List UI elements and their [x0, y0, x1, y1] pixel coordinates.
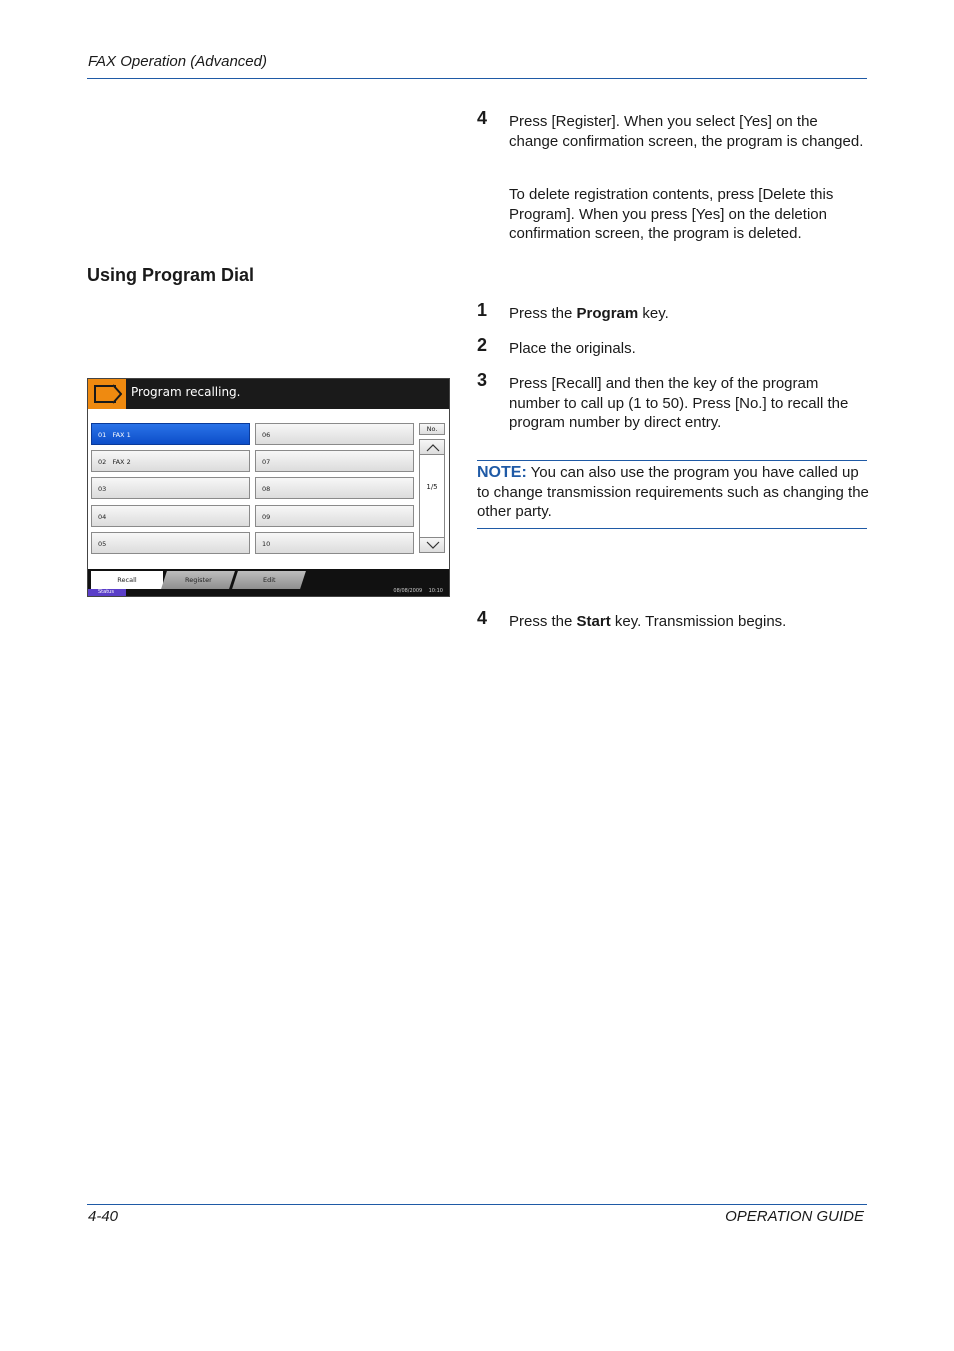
program-button-01[interactable]: 01 FAX 1: [91, 423, 250, 445]
header-rule: [87, 78, 867, 79]
key-name: Start: [576, 613, 611, 630]
date: 08/08/2009: [393, 588, 423, 594]
chevron-up-icon: [426, 443, 440, 452]
panel-message: Program recalling.: [131, 385, 241, 399]
step-text: Place the originals.: [509, 340, 636, 357]
program-button-05[interactable]: 05: [91, 532, 250, 554]
touch-panel-screenshot: [87, 378, 450, 597]
program-button-07[interactable]: 07: [255, 450, 414, 472]
time: 10:10: [428, 588, 443, 594]
tab-label: Register: [184, 576, 212, 584]
guide-title: OPERATION GUIDE: [725, 1208, 864, 1225]
note-rule-top: [477, 460, 867, 461]
key-name: Program: [576, 305, 639, 322]
page-number: 4-40: [88, 1208, 119, 1225]
step-text: Press the: [509, 613, 577, 630]
page-indicator: 1/5: [426, 483, 438, 491]
section-title: Using Program Dial: [87, 265, 255, 285]
program-button-04[interactable]: 04: [91, 505, 250, 527]
number-entry-button[interactable]: No.: [419, 423, 445, 435]
step-text: key. Transmission begins.: [610, 613, 787, 630]
status-button[interactable]: Status: [88, 589, 126, 596]
panel-header: [88, 379, 450, 409]
step-text: Press the: [509, 305, 577, 322]
program-button-06[interactable]: 06: [255, 423, 414, 445]
scroll-up-button[interactable]: [419, 439, 445, 455]
note-text: You can also use the program you have called up to change transmission requirements such as changing the other party.: [477, 464, 869, 520]
running-header: FAX Operation (Advanced): [88, 53, 267, 70]
tab-register[interactable]: [161, 571, 235, 589]
page-scroll-track: [419, 439, 445, 553]
program-button-10[interactable]: 10: [255, 532, 414, 554]
program-button-08[interactable]: 08: [255, 477, 414, 499]
date-time: [393, 588, 443, 594]
step-text: Press [Register]. When you select [Yes] on the change confirmation screen, the program is changed.: [509, 113, 864, 150]
note-box: [477, 463, 869, 522]
step-number: 4: [477, 608, 488, 628]
step-3: [477, 370, 869, 433]
step-number: 3: [477, 370, 488, 390]
program-button-09[interactable]: 09: [255, 505, 414, 527]
step-top-4: [477, 108, 869, 151]
step-text: Press [Recall] and then the key of the program number to call up (1 to 50). Press [No.] to recall the program number by direct entry.: [509, 375, 849, 431]
step-4: [477, 608, 869, 632]
step-number: 1: [477, 300, 488, 320]
step-top-4-note: To delete registration contents, press [Delete this Program]. When you press [Yes] on the deletion confirmation screen, the program is deleted.: [509, 186, 834, 242]
step-text: key.: [638, 305, 669, 322]
program-button-02[interactable]: 02 FAX 2: [91, 450, 250, 472]
scroll-down-button[interactable]: [419, 537, 445, 553]
step-number: 4: [477, 108, 488, 128]
tab-recall[interactable]: Recall: [91, 571, 163, 589]
note-rule-bottom: [477, 528, 867, 529]
program-button-03[interactable]: 03: [91, 477, 250, 499]
step-number: 2: [477, 335, 488, 355]
chevron-down-icon: [426, 541, 440, 550]
tab-label: Edit: [262, 576, 276, 584]
step-1: [477, 300, 869, 324]
program-icon: [88, 379, 126, 409]
step-2: [477, 335, 869, 359]
tab-edit[interactable]: [232, 571, 306, 589]
note-label: NOTE:: [477, 464, 527, 481]
footer-rule: [87, 1204, 867, 1205]
